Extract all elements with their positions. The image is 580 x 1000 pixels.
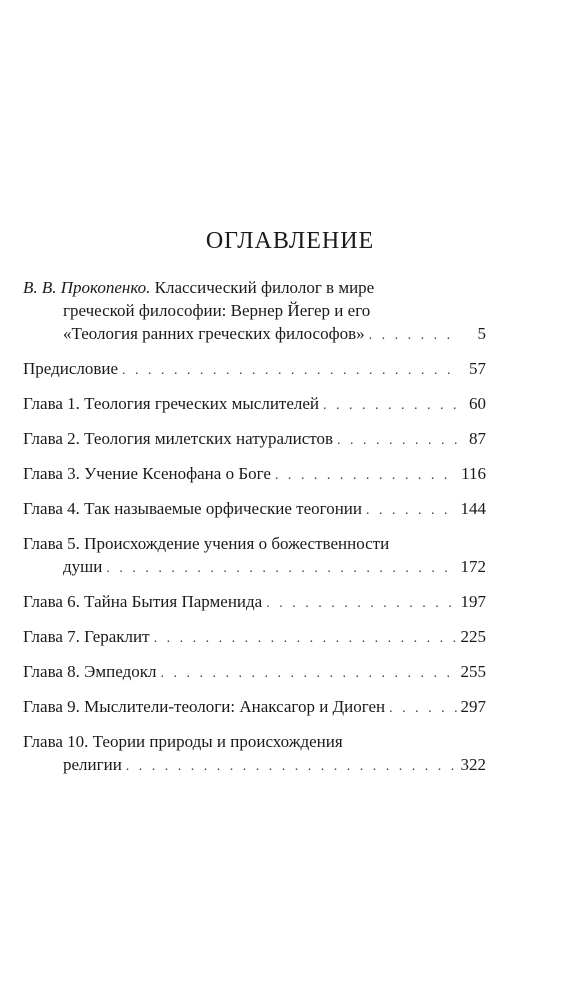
table-of-contents — [23, 276, 486, 788]
toc-entry-text: религии — [63, 755, 122, 774]
dot-leader — [323, 394, 460, 417]
toc-entry-text: Классический филолог в мире — [150, 278, 375, 297]
toc-page-number: 322 — [460, 755, 486, 774]
toc-entry — [23, 427, 486, 452]
toc-entry — [23, 357, 486, 382]
dot-leader — [106, 557, 456, 580]
toc-entry — [23, 497, 486, 522]
dot-leader — [154, 627, 457, 650]
toc-entry-text: Глава 5. Происхождение учения о божественности — [23, 534, 390, 553]
toc-entry — [23, 660, 486, 685]
toc-page-number: 5 — [477, 324, 486, 343]
toc-page-number: 57 — [469, 359, 486, 378]
toc-entry — [23, 590, 486, 615]
toc-entry-line — [23, 322, 486, 347]
toc-entry-text: Предисловие — [23, 359, 119, 378]
toc-page-number: 144 — [460, 499, 486, 518]
toc-entry-line — [23, 299, 486, 322]
toc-entry-text: Глава 4. Так называемые орфические теогонии — [23, 499, 362, 518]
toc-entry — [23, 625, 486, 650]
toc-entry-author: В. В. Прокопенко. — [23, 278, 151, 297]
toc-entry — [23, 695, 486, 720]
toc-entry-line — [23, 276, 486, 299]
toc-entry-text: Глава 6. Тайна Бытия Парменида — [23, 592, 263, 611]
toc-page-number: 60 — [469, 394, 486, 413]
toc-entry — [23, 392, 486, 417]
toc-entry — [23, 730, 486, 778]
toc-entry-text: греческой философии: Вернер Йегер и его — [63, 301, 371, 320]
toc-page-number: 225 — [460, 627, 486, 646]
toc-page-number: 116 — [461, 464, 486, 483]
toc-entry-text: Глава 9. Мыслители-теологи: Анаксагор и Диоген — [23, 697, 386, 716]
page-title: ОГЛАВЛЕНИЕ — [205, 228, 375, 254]
toc-entry-text: души — [63, 557, 103, 576]
dot-leader — [160, 662, 456, 685]
dot-leader — [389, 697, 456, 720]
toc-page-number: 255 — [460, 662, 486, 681]
dot-leader — [122, 359, 460, 382]
dot-leader — [275, 464, 457, 487]
toc-entry — [23, 532, 486, 580]
toc-entry-text: «Теология ранних греческих философов» — [63, 324, 365, 343]
dot-leader — [369, 324, 460, 347]
toc-page-number: 172 — [460, 557, 486, 576]
dot-leader — [266, 592, 456, 615]
toc-entry-text: Глава 7. Гераклит — [23, 627, 150, 646]
dot-leader — [126, 755, 457, 778]
toc-page-number: 197 — [460, 592, 486, 611]
toc-page-number: 297 — [460, 697, 486, 716]
toc-page-number: 87 — [469, 429, 486, 448]
toc-entry-text: Глава 8. Эмпедокл — [23, 662, 157, 681]
toc-entry-text: Глава 10. Теории природы и происхождения — [23, 732, 343, 751]
toc-entry-intro — [23, 276, 486, 347]
toc-entry-text: Глава 2. Теология милетских натуралистов — [23, 429, 333, 448]
toc-entry-text: Глава 3. Учение Ксенофана о Боге — [23, 464, 271, 483]
toc-entry-text: Глава 1. Теология греческих мыслителей — [23, 394, 320, 413]
toc-entry — [23, 462, 486, 487]
dot-leader — [366, 499, 457, 522]
dot-leader — [337, 429, 460, 452]
